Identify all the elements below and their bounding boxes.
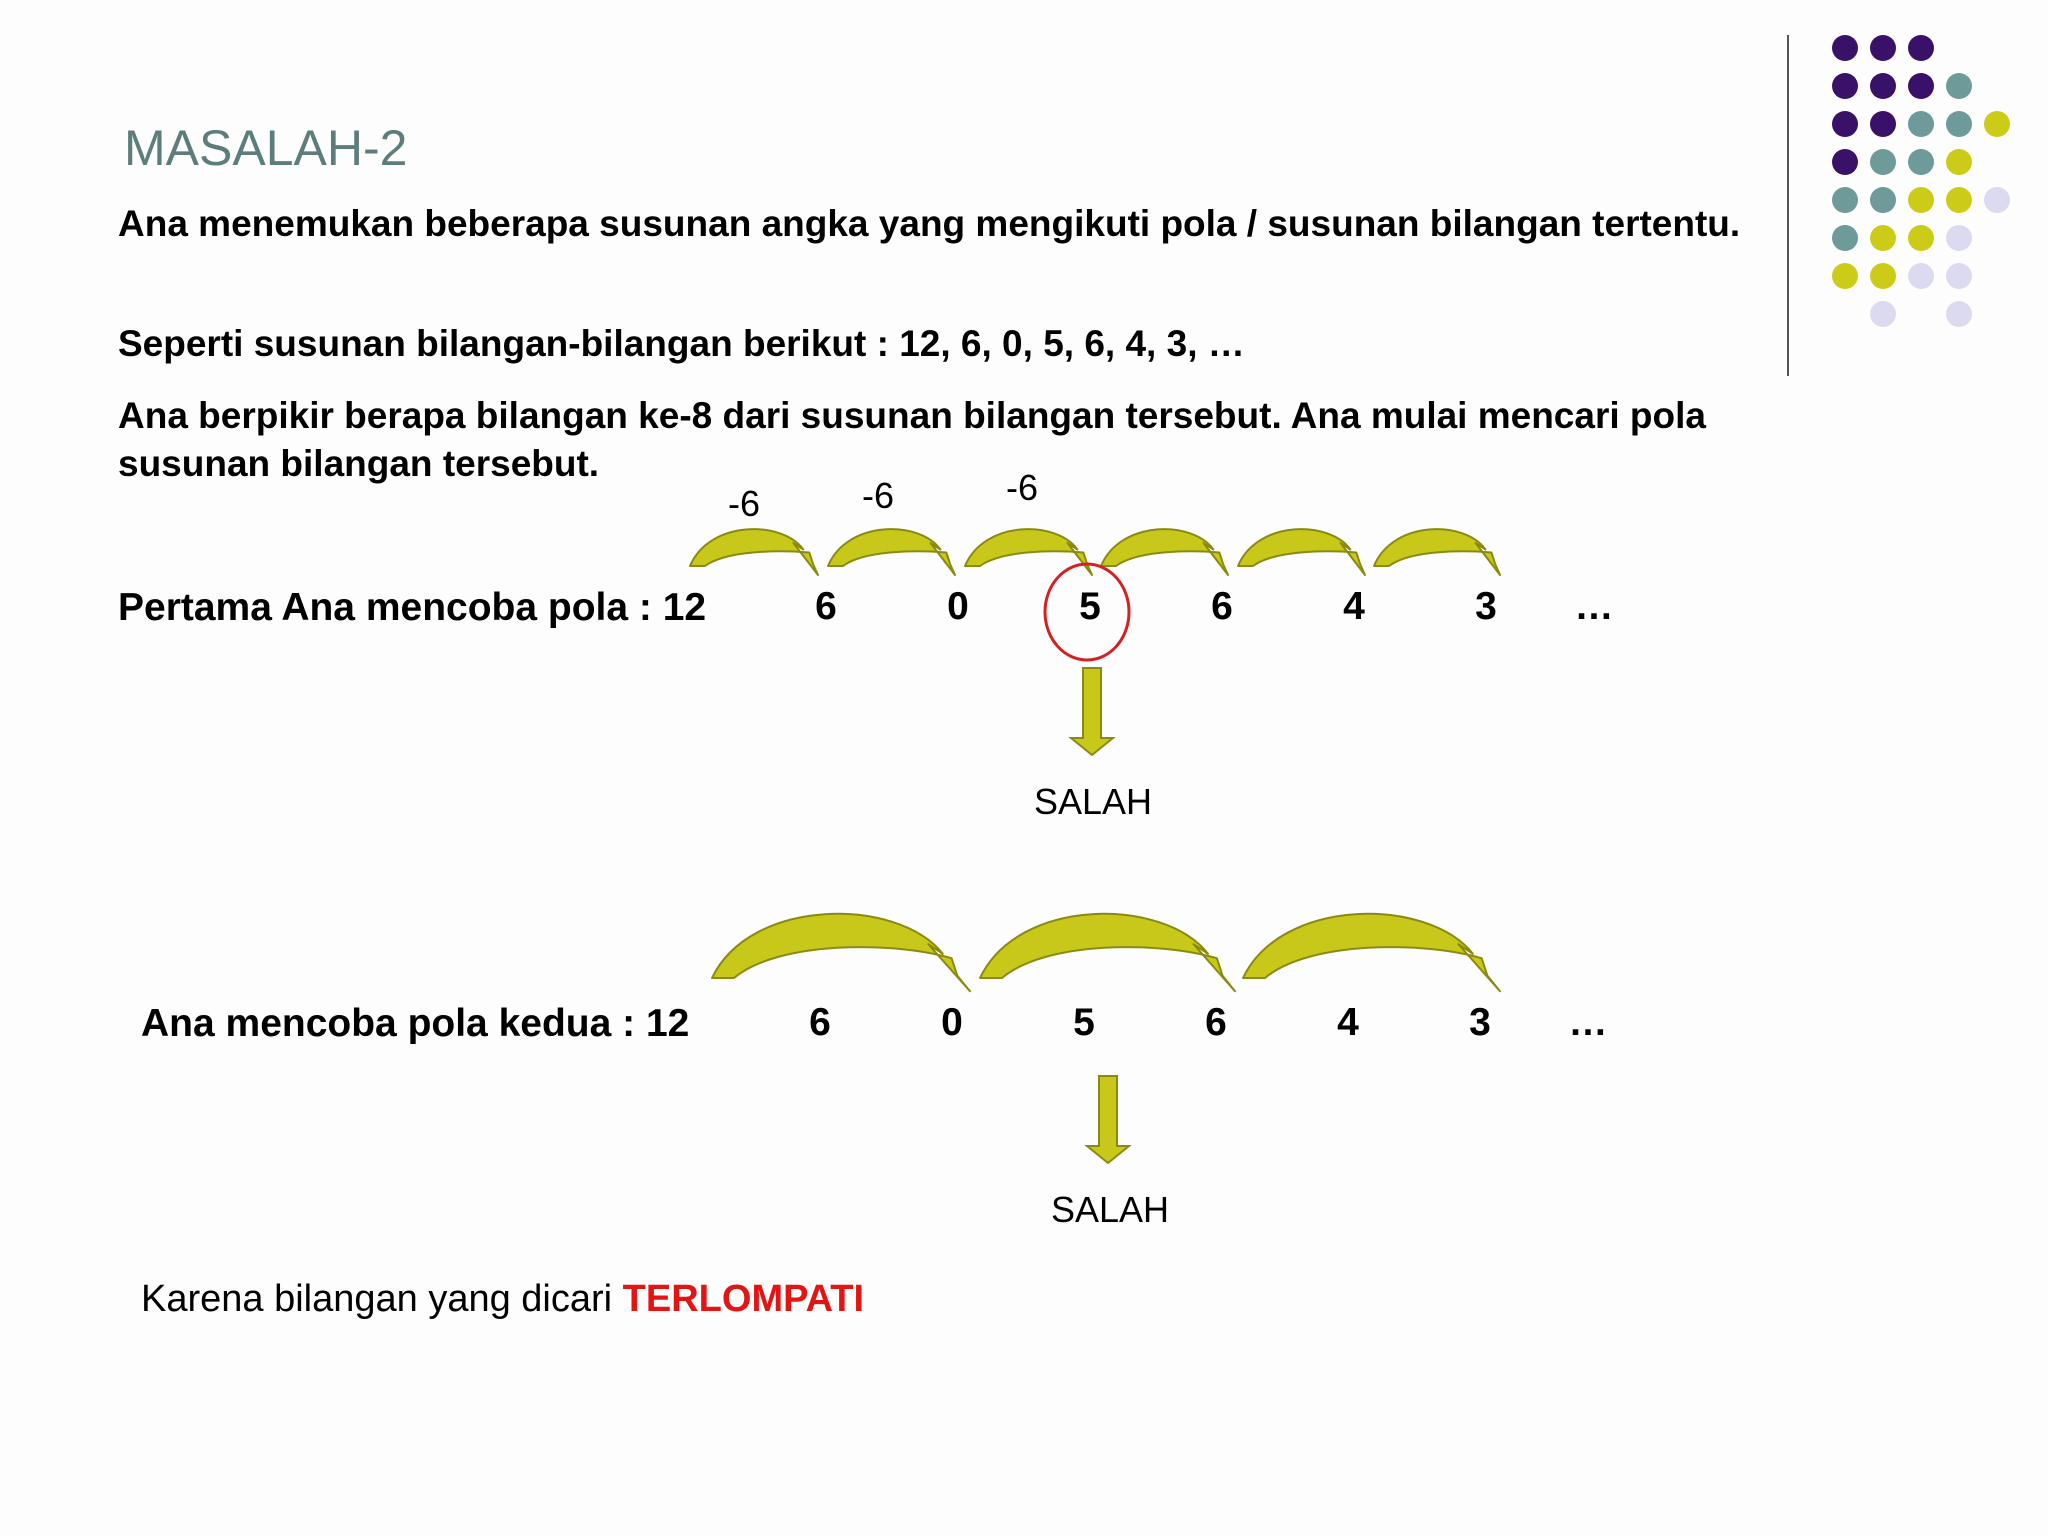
- pattern1-arrows: [690, 529, 1500, 575]
- curved-arrow-icon: [1374, 529, 1500, 575]
- pattern2-number: 6: [809, 1001, 831, 1044]
- pattern1-number: 6: [1211, 585, 1233, 628]
- intro-paragraph-1: Ana menemukan beberapa susunan angka yang mengikuti pola / susunan bilangan tertentu.: [118, 203, 1741, 244]
- pattern2-number: 6: [1205, 1001, 1227, 1044]
- pattern1-result: SALAH: [1033, 781, 1153, 822]
- difference-label: -6: [1005, 467, 1039, 508]
- pattern2-result: SALAH: [1050, 1189, 1170, 1230]
- curved-arrow-icon: [1243, 914, 1500, 991]
- curved-arrow-icon: [690, 529, 818, 575]
- pattern1-number: 0: [947, 585, 969, 628]
- intro-paragraph-3: Ana berpikir berapa bilangan ke-8 dari susunan bilangan tersebut. Ana mulai mencari pola susunan bilangan tersebut.: [118, 395, 1706, 484]
- down-arrow-icon: [1087, 1076, 1129, 1163]
- pattern2-ellipsis: …: [1568, 1001, 1608, 1044]
- difference-label: -6: [727, 483, 761, 524]
- pattern1-label: Pertama Ana mencoba pola : 12: [118, 586, 707, 629]
- pattern1-number: 5: [1079, 585, 1101, 628]
- slide-title: MASALAH-2: [124, 120, 408, 176]
- conclusion-text: [141, 1276, 864, 1322]
- pattern1-number: 3: [1475, 585, 1497, 628]
- curved-arrow-icon: [1238, 529, 1365, 575]
- down-arrow-icon: [1071, 668, 1113, 755]
- pattern2-label: Ana mencoba pola kedua : 12: [141, 1002, 690, 1045]
- curved-arrow-icon: [1101, 529, 1228, 575]
- pattern2-number: 0: [941, 1001, 963, 1044]
- conclusion-highlight: TERLOMPATI: [622, 1278, 865, 1320]
- pattern1-number: 4: [1343, 585, 1365, 628]
- pattern1-ellipsis: …: [1574, 585, 1614, 628]
- pattern2-number: 3: [1469, 1001, 1491, 1044]
- pattern2-number: 4: [1337, 1001, 1359, 1044]
- pattern2-number: 5: [1073, 1001, 1095, 1044]
- pattern1-number: 6: [815, 585, 837, 628]
- difference-label: -6: [861, 475, 895, 516]
- intro-paragraph-2: Seperti susunan bilangan-bilangan berikut : 12, 6, 0, 5, 6, 4, 3, …: [118, 323, 1245, 364]
- conclusion-lead: Karena bilangan yang dicari: [141, 1278, 623, 1320]
- curved-arrow-icon: [828, 529, 955, 575]
- curved-arrow-icon: [980, 914, 1235, 991]
- curved-arrow-icon: [712, 914, 970, 991]
- pattern2-arrows: [712, 914, 1500, 991]
